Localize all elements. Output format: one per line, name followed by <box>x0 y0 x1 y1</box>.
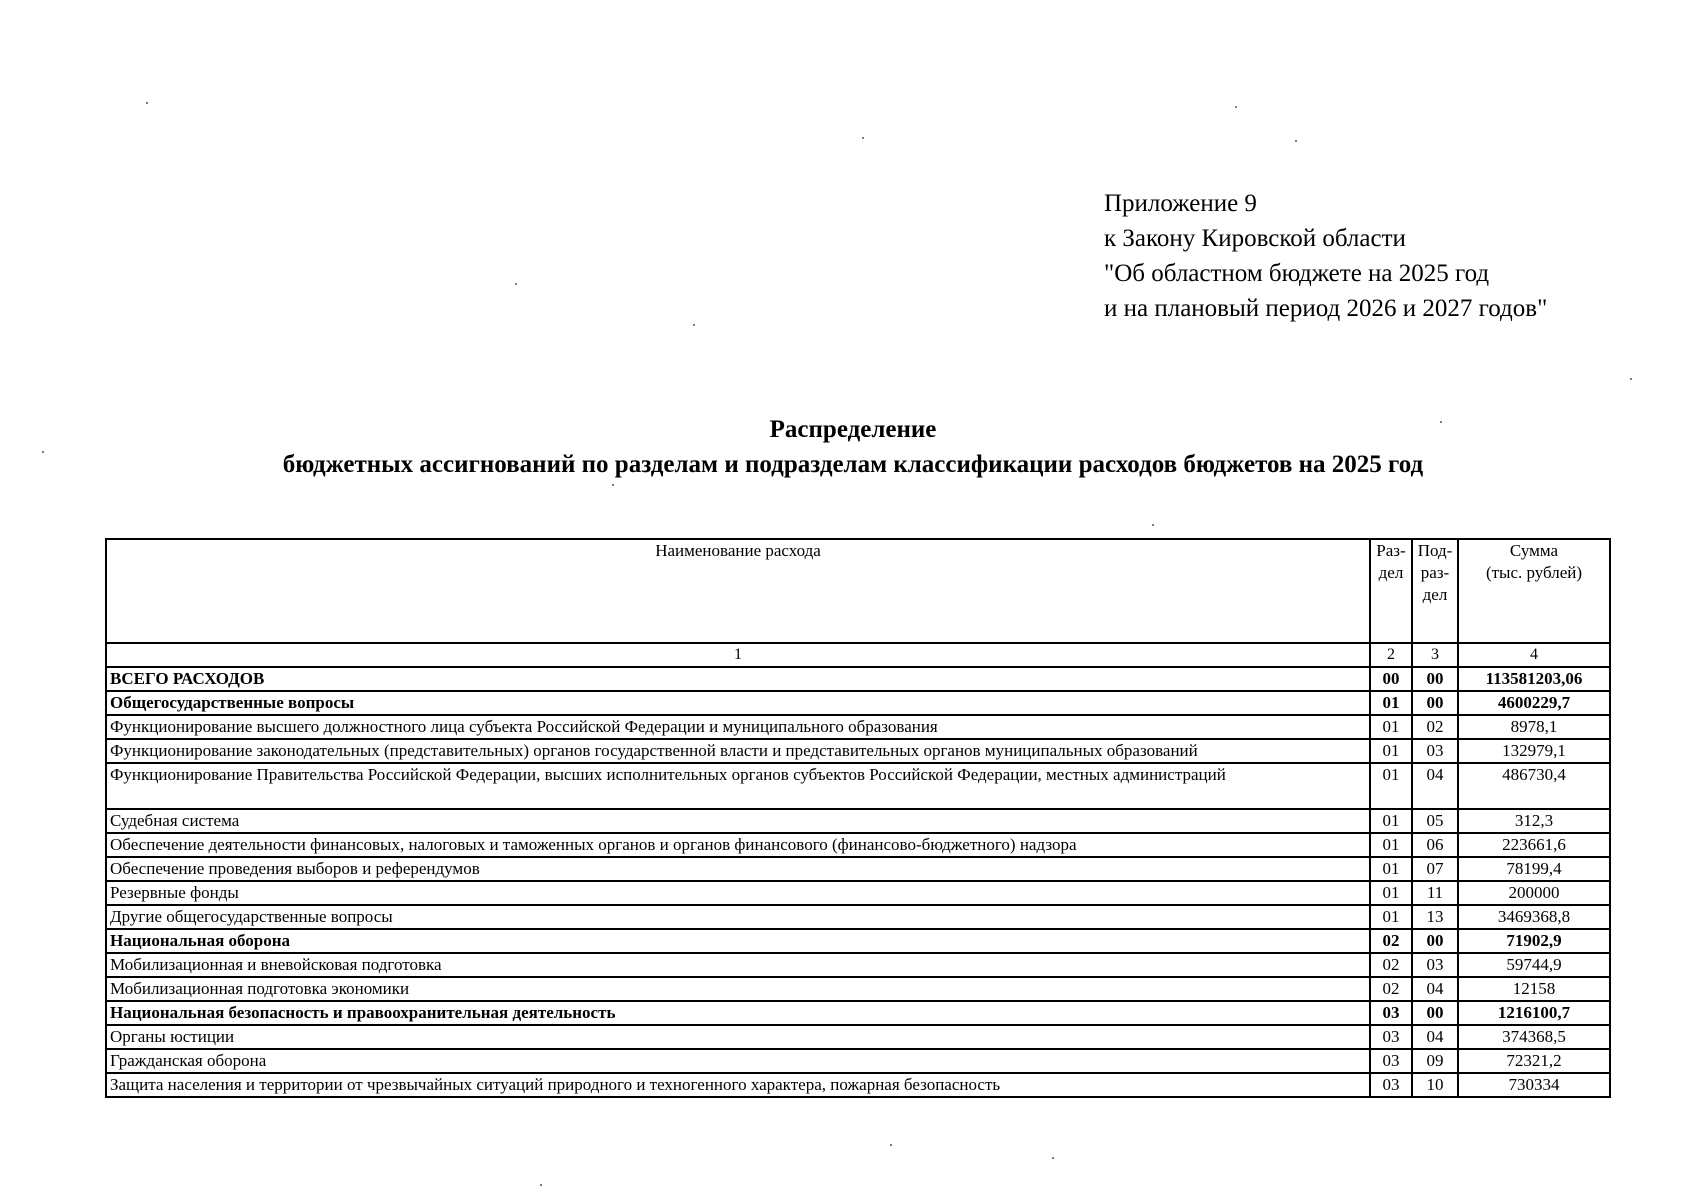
table-row <box>106 667 1610 691</box>
row-subsection: 03 <box>1412 739 1458 763</box>
scan-speck <box>146 102 148 104</box>
row-subsection: 00 <box>1412 929 1458 953</box>
budget-table <box>105 538 1611 1098</box>
row-section: 01 <box>1370 739 1412 763</box>
row-name: Другие общегосударственные вопросы <box>106 905 1370 929</box>
row-section: 01 <box>1370 715 1412 739</box>
table-row <box>106 881 1610 905</box>
row-name: Судебная система <box>106 809 1370 833</box>
column-number-row <box>106 643 1610 667</box>
row-subsection: 06 <box>1412 833 1458 857</box>
row-name: Обеспечение проведения выборов и референдумов <box>106 857 1370 881</box>
row-amount: 312,3 <box>1458 809 1610 833</box>
scan-speck <box>540 1184 542 1186</box>
row-amount: 8978,1 <box>1458 715 1610 739</box>
row-name: Национальная безопасность и правоохранительная деятельность <box>106 1001 1370 1025</box>
row-section: 02 <box>1370 929 1412 953</box>
row-subsection: 10 <box>1412 1073 1458 1097</box>
header-section: Раз- дел <box>1370 539 1412 643</box>
row-section: 01 <box>1370 809 1412 833</box>
row-name: Функционирование Правительства Российской Федерации, высших исполнительных органов субъектов Российской Федерации, местных администраций <box>106 763 1370 809</box>
row-name: Мобилизационная подготовка экономики <box>106 977 1370 1001</box>
row-section: 01 <box>1370 905 1412 929</box>
scan-speck <box>890 1144 892 1146</box>
table-row <box>106 833 1610 857</box>
table-row <box>106 809 1610 833</box>
row-section: 01 <box>1370 857 1412 881</box>
row-subsection: 00 <box>1412 691 1458 715</box>
row-amount: 3469368,8 <box>1458 905 1610 929</box>
row-subsection: 03 <box>1412 953 1458 977</box>
row-name: ВСЕГО РАСХОДОВ <box>106 667 1370 691</box>
table-row <box>106 953 1610 977</box>
row-subsection: 05 <box>1412 809 1458 833</box>
row-section: 02 <box>1370 977 1412 1001</box>
table-row <box>106 1025 1610 1049</box>
row-amount: 132979,1 <box>1458 739 1610 763</box>
column-number: 2 <box>1370 643 1412 667</box>
appendix-line-4: и на плановый период 2026 и 2027 годов" <box>1104 295 1548 322</box>
row-amount: 374368,5 <box>1458 1025 1610 1049</box>
row-section: 03 <box>1370 1001 1412 1025</box>
scan-speck <box>693 324 695 326</box>
row-subsection: 11 <box>1412 881 1458 905</box>
scan-speck <box>1440 421 1442 423</box>
row-name: Национальная оборона <box>106 929 1370 953</box>
scan-speck <box>1235 106 1237 108</box>
row-amount: 59744,9 <box>1458 953 1610 977</box>
table-row <box>106 691 1610 715</box>
table-row <box>106 1073 1610 1097</box>
row-name: Резервные фонды <box>106 881 1370 905</box>
row-amount: 71902,9 <box>1458 929 1610 953</box>
row-section: 00 <box>1370 667 1412 691</box>
row-section: 03 <box>1370 1049 1412 1073</box>
row-amount: 4600229,7 <box>1458 691 1610 715</box>
row-name: Защита населения и территории от чрезвычайных ситуаций природного и техногенного характера, пожарная безопасность <box>106 1073 1370 1097</box>
row-section: 01 <box>1370 691 1412 715</box>
scan-speck <box>862 137 864 139</box>
row-subsection: 00 <box>1412 1001 1458 1025</box>
table-row <box>106 763 1610 809</box>
scan-speck <box>1152 524 1154 526</box>
scan-speck <box>1630 378 1632 380</box>
row-section: 03 <box>1370 1073 1412 1097</box>
row-subsection: 07 <box>1412 857 1458 881</box>
row-subsection: 04 <box>1412 1025 1458 1049</box>
document-subtitle: бюджетных ассигнований по разделам и подразделам классификации расходов бюджетов на 2025 год <box>282 451 1424 478</box>
scan-speck <box>42 451 44 453</box>
row-name: Функционирование законодательных (представительных) органов государственной власти и представительных органов муниципальных образований <box>106 739 1370 763</box>
row-section: 02 <box>1370 953 1412 977</box>
appendix-block <box>1104 186 1547 326</box>
row-name: Органы юстиции <box>106 1025 1370 1049</box>
row-amount: 113581203,06 <box>1458 667 1610 691</box>
row-amount: 78199,4 <box>1458 857 1610 881</box>
table-row <box>106 929 1610 953</box>
header-subsection: Под- раз- дел <box>1412 539 1458 643</box>
row-amount: 72321,2 <box>1458 1049 1610 1073</box>
row-subsection: 04 <box>1412 763 1458 809</box>
row-name: Общегосударственные вопросы <box>106 691 1370 715</box>
row-amount: 1216100,7 <box>1458 1001 1610 1025</box>
row-subsection: 13 <box>1412 905 1458 929</box>
appendix-line-2: к Закону Кировской области <box>1104 225 1406 252</box>
row-name: Мобилизационная и вневойсковая подготовка <box>106 953 1370 977</box>
column-number: 4 <box>1458 643 1610 667</box>
table-row <box>106 1049 1610 1073</box>
row-amount: 223661,6 <box>1458 833 1610 857</box>
row-amount: 12158 <box>1458 977 1610 1001</box>
row-subsection: 00 <box>1412 667 1458 691</box>
table-row <box>106 857 1610 881</box>
row-name: Гражданская оборона <box>106 1049 1370 1073</box>
column-number: 3 <box>1412 643 1458 667</box>
table-header-row <box>106 539 1610 643</box>
scan-speck <box>515 283 517 285</box>
row-amount: 730334 <box>1458 1073 1610 1097</box>
row-name: Обеспечение деятельности финансовых, налоговых и таможенных органов и органов финансового (финансово-бюджетного) надзора <box>106 833 1370 857</box>
table-row <box>106 1001 1610 1025</box>
row-section: 01 <box>1370 833 1412 857</box>
row-subsection: 04 <box>1412 977 1458 1001</box>
table-row <box>106 739 1610 763</box>
row-section: 01 <box>1370 763 1412 809</box>
table-row <box>106 905 1610 929</box>
table-row <box>106 977 1610 1001</box>
row-amount: 486730,4 <box>1458 763 1610 809</box>
appendix-line-3: "Об областном бюджете на 2025 год <box>1104 260 1490 287</box>
row-section: 03 <box>1370 1025 1412 1049</box>
scan-speck <box>612 484 614 486</box>
header-amount: Сумма (тыс. рублей) <box>1458 539 1610 643</box>
document-title: Распределение <box>769 416 937 443</box>
scan-speck <box>1295 140 1297 142</box>
row-name: Функционирование высшего должностного лица субъекта Российской Федерации и муниципального образования <box>106 715 1370 739</box>
appendix-line-1: Приложение 9 <box>1104 190 1257 217</box>
row-section: 01 <box>1370 881 1412 905</box>
row-subsection: 09 <box>1412 1049 1458 1073</box>
header-name: Наименование расхода <box>106 539 1370 643</box>
scan-speck <box>1052 1157 1054 1159</box>
column-number: 1 <box>106 643 1370 667</box>
row-amount: 200000 <box>1458 881 1610 905</box>
table-row <box>106 715 1610 739</box>
row-subsection: 02 <box>1412 715 1458 739</box>
